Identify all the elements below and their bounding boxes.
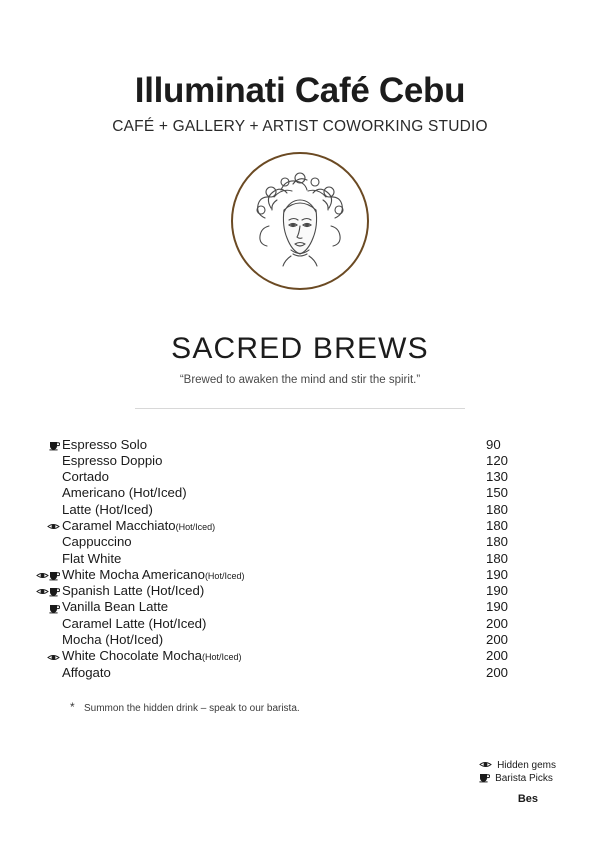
menu-item-price: 130 (486, 469, 509, 485)
menu-item-marks (24, 438, 60, 454)
menu-item-marks (24, 649, 60, 665)
menu-item-variant: (Hot/Iced) (204, 570, 245, 581)
menu-item-name: Vanilla Bean Latte (62, 599, 169, 615)
menu-item-name: Cortado (62, 469, 109, 485)
legend (479, 759, 556, 805)
menu-item-row (62, 665, 548, 681)
coffee-cup-icon (49, 438, 60, 454)
menu-item-name: Caramel Latte (Hot/Iced) (62, 615, 207, 631)
menu-item-row (62, 567, 548, 583)
menu-item-price: 180 (486, 517, 509, 533)
legend-row (479, 772, 556, 785)
section-tagline: “Brewed to awaken the mind and stir the spirit.” (179, 373, 421, 386)
menu-item-row (62, 583, 548, 599)
menu-item-marks (24, 519, 60, 535)
menu-item-price: 200 (486, 632, 509, 648)
page-title: Illuminati Café Cebu (134, 71, 466, 110)
menu-item-row (62, 518, 548, 534)
eye-icon (36, 584, 49, 600)
eye-icon (47, 649, 60, 665)
section-header (0, 332, 600, 409)
legend-label: Barista Picks (495, 773, 553, 784)
menu-item-row (62, 534, 548, 550)
menu-item-row (62, 437, 548, 453)
menu-item-price: 200 (486, 615, 509, 631)
menu-item-name: Spanish Latte (Hot/Iced) (62, 583, 205, 599)
coffee-cup-icon (49, 568, 60, 584)
eye-icon (47, 519, 60, 535)
menu-item-price: 90 (486, 436, 501, 452)
menu-item-price: 120 (486, 452, 509, 468)
footnote (0, 699, 600, 714)
menu-item-row (62, 469, 548, 485)
footnote-star: * (70, 699, 75, 714)
menu-item-row (62, 485, 548, 501)
eye-icon (479, 760, 492, 772)
menu-item-variant: (Hot/Iced) (175, 521, 216, 532)
page-subtitle: CAFÉ + GALLERY + ARTIST COWORKING STUDIO (112, 117, 488, 135)
menu-item-price: 190 (486, 566, 509, 582)
menu-item-name: Mocha (Hot/Iced) (62, 632, 164, 648)
menu-item-price: 200 (486, 664, 509, 680)
menu-item-price: 200 (486, 648, 509, 664)
logo-wrap (0, 152, 600, 290)
menu-item-price: 180 (486, 550, 509, 566)
coffee-cup-icon (49, 584, 60, 600)
menu-item-price: 190 (486, 599, 509, 615)
menu-item-price: 150 (486, 485, 509, 501)
menu-item-row (62, 616, 548, 632)
menu-item-marks (24, 568, 60, 584)
menu-item-row (62, 632, 548, 648)
menu-item-name: Espresso Solo (62, 436, 148, 452)
menu-list (0, 437, 600, 681)
menu-item-name: White Chocolate Mocha (62, 648, 203, 664)
header (0, 0, 600, 136)
menu-item-name: Latte (Hot/Iced) (62, 501, 153, 517)
menu-item-name: Espresso Doppio (62, 452, 163, 468)
menu-item-row (62, 599, 548, 615)
menu-item-name: Caramel Macchiato (62, 517, 176, 533)
menu-item-name: Cappuccino (62, 534, 132, 550)
legend-best: Bes (517, 793, 538, 805)
menu-item-price: 190 (486, 583, 509, 599)
menu-item-marks (24, 584, 60, 600)
menu-item-marks (24, 600, 60, 616)
menu-item-name: Affogato (62, 664, 111, 680)
menu-item-row (62, 453, 548, 469)
menu-item-row (62, 648, 548, 664)
section-title: SACRED BREWS (171, 331, 429, 365)
legend-row (479, 759, 556, 772)
legend-label: Hidden gems (497, 760, 556, 771)
menu-item-row (62, 502, 548, 518)
footnote-text: Summon the hidden drink – speak to our barista. (84, 702, 300, 714)
medusa-head-medallion-icon (231, 152, 369, 290)
menu-item-name: Americano (Hot/Iced) (62, 485, 187, 501)
menu-item-price: 180 (486, 501, 509, 517)
menu-item-price: 180 (486, 534, 509, 550)
coffee-cup-icon (49, 600, 60, 616)
coffee-cup-icon (479, 772, 490, 786)
menu-item-variant: (Hot/Iced) (202, 652, 242, 663)
divider (135, 408, 465, 409)
menu-item-row (62, 551, 548, 567)
menu-item-name: Flat White (62, 550, 122, 566)
menu-item-name: White Mocha Americano (62, 566, 205, 582)
eye-icon (36, 568, 49, 584)
